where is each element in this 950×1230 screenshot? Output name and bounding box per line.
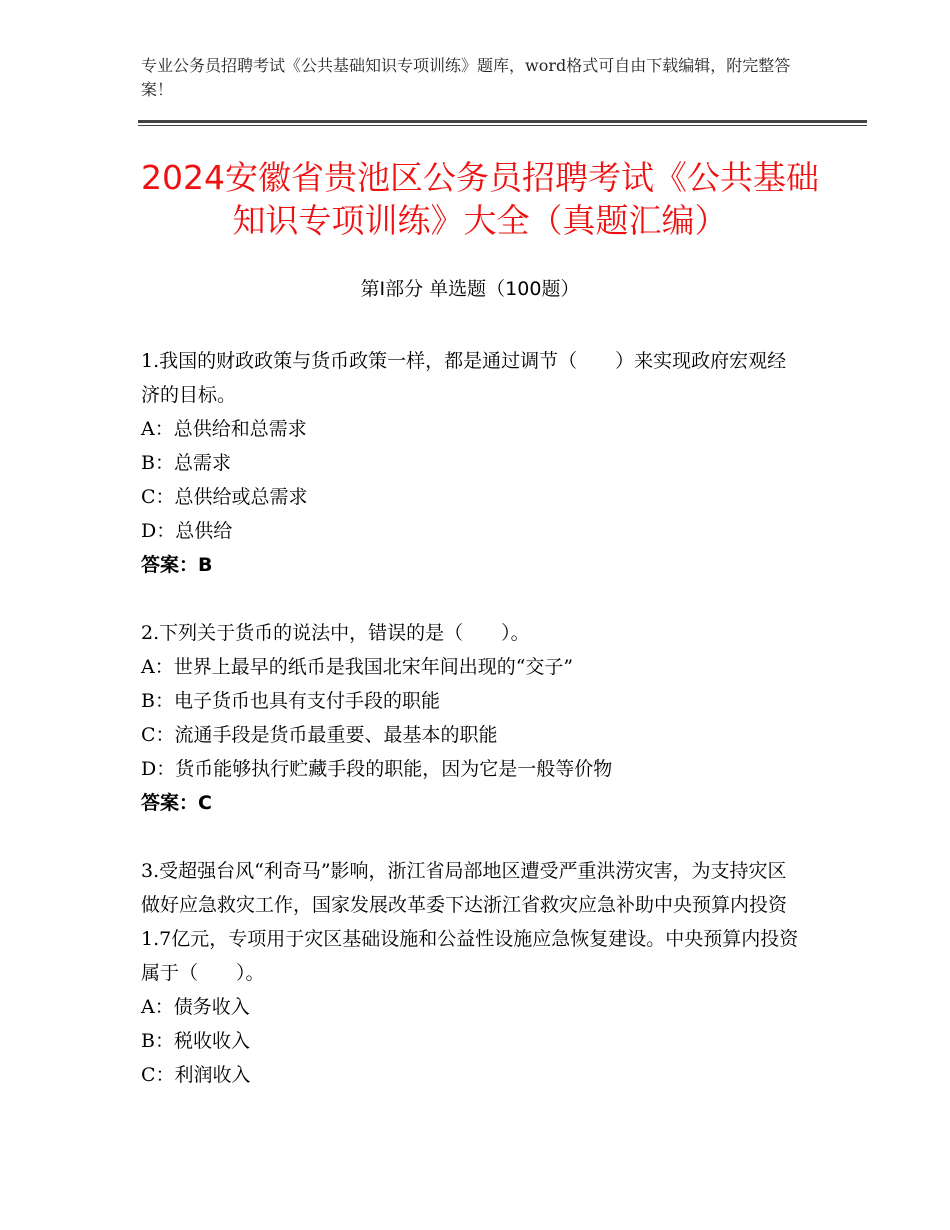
option-b: B：总需求	[141, 452, 231, 474]
document-title: 2024安徽省贵池区公务员招聘考试《公共基础知识专项训练》大全（真题汇编）	[141, 158, 819, 240]
answer-line: 答案：C	[141, 792, 212, 814]
answer-line: 答案：B	[141, 554, 213, 576]
option-d: D：货币能够执行贮藏手段的职能，因为它是一般等价物	[141, 758, 613, 780]
option-b: B：电子货币也具有支付手段的职能	[141, 690, 440, 712]
question-stem: 3.受超强台风“利奇马”影响，浙江省局部地区遭受严重洪涝灾害，为支持灾区做好应急救灾工作，国家发展改革委下达浙江省救灾应急补助中央预算内投资1.7亿元，专项用于灾区基础设施和公益性设施应急恢复建设。中央预算内投资属于（ ）。	[141, 860, 799, 984]
question-1	[141, 344, 801, 582]
question-list	[141, 344, 801, 1126]
option-a: A：债务收入	[141, 996, 250, 1018]
option-c: C：总供给或总需求	[141, 486, 308, 508]
header-rule-thin	[138, 125, 867, 126]
option-c: C：流通手段是货币最重要、最基本的职能	[141, 724, 498, 746]
question-2	[141, 616, 801, 820]
section-title: 第Ⅰ部分 单选题（100题）	[360, 278, 580, 300]
option-a: A：世界上最早的纸币是我国北宋年间出现的“交子”	[141, 656, 574, 678]
option-d: D：总供给	[141, 520, 233, 542]
option-a: A：总供给和总需求	[141, 418, 307, 440]
option-b: B：税收收入	[141, 1030, 250, 1052]
question-3	[141, 854, 801, 1092]
option-c: C：利润收入	[141, 1064, 251, 1086]
question-stem: 1.我国的财政政策与货币政策一样，都是通过调节（ ）来实现政府宏观经济的目标。	[141, 350, 787, 406]
header-rule-thick	[138, 120, 867, 123]
header-note: 专业公务员招聘考试《公共基础知识专项训练》题库，word格式可自由下载编辑，附完整答案！	[141, 56, 791, 99]
question-stem: 2.下列关于货币的说法中，错误的是（ ）。	[141, 622, 530, 644]
